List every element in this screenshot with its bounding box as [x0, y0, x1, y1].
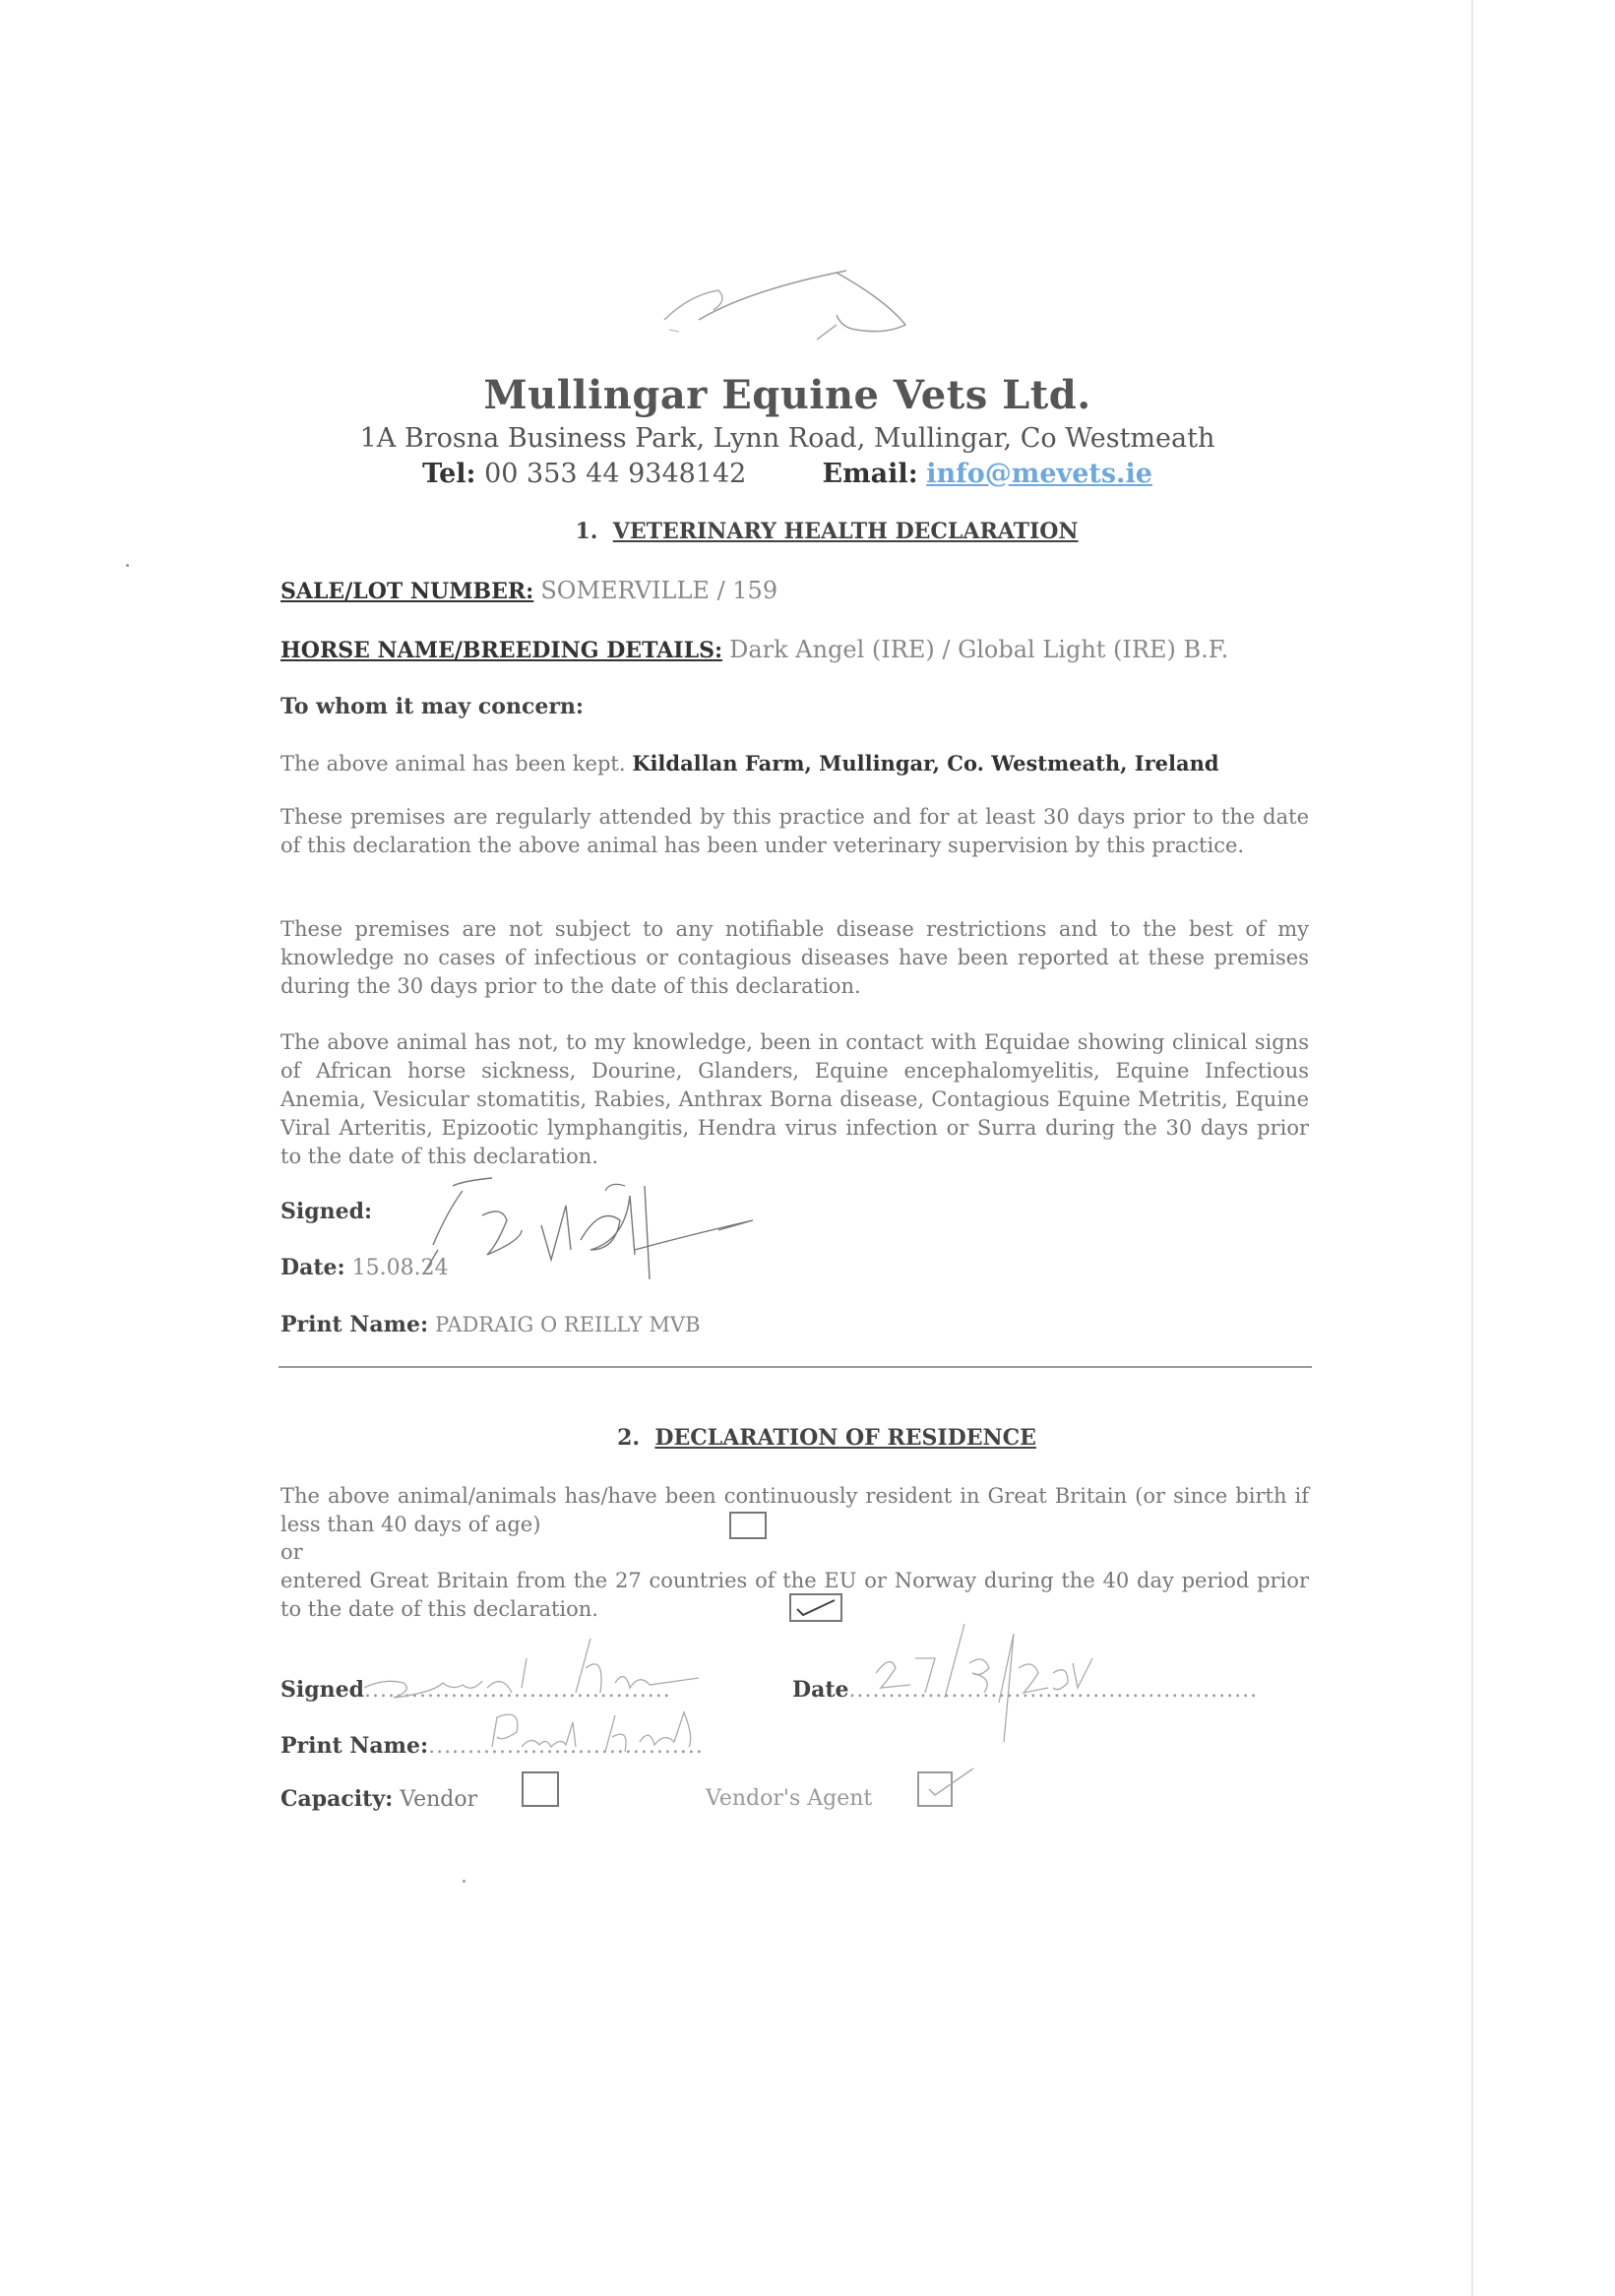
tel-label: Tel:	[422, 459, 476, 489]
vendor-agent-label: Vendor's Agent	[706, 1786, 873, 1811]
section1-print-name-label: Print Name:	[280, 1312, 429, 1337]
scan-speck	[126, 564, 129, 567]
horse-details-line	[280, 636, 1228, 663]
section1-date-value: 15.08.24	[351, 1256, 449, 1280]
scan-edge-line	[1471, 0, 1473, 2296]
sale-lot-value: SOMERVILLE / 159	[540, 577, 778, 604]
residence-option2-text: entered Great Britain from the 27 countries of the EU or Norway during the 40 day period prior to the date of this declaration.	[280, 1569, 1309, 1621]
date-handwriting-icon	[856, 1614, 1122, 1752]
residence-or: or	[280, 1540, 303, 1564]
check-mark-icon	[791, 1595, 840, 1620]
tel-value: 00 353 44 9348142	[484, 459, 747, 489]
section1-print-name-line	[280, 1312, 701, 1337]
kept-location: Kildallan Farm, Mullingar, Co. Westmeath, Ireland	[632, 751, 1219, 776]
vet-signature-icon	[394, 1166, 768, 1294]
section2-print-name-label: Print Name:	[280, 1733, 429, 1759]
capacity-label: Capacity:	[280, 1786, 394, 1812]
email-label: Email:	[822, 459, 918, 489]
kept-paragraph	[280, 749, 1309, 778]
capacity-line	[280, 1786, 477, 1812]
print-name-handwriting-icon	[453, 1698, 768, 1767]
section2-print-name-line: Print Name:...................................	[280, 1733, 704, 1759]
section2-title: DECLARATION OF RESIDENCE	[654, 1425, 1036, 1451]
scan-speck	[463, 1880, 466, 1883]
horse-details-label: HORSE NAME/BREEDING DETAILS:	[280, 638, 723, 663]
section-divider	[279, 1366, 1312, 1368]
section1-print-name-value: PADRAIG O REILLY MVB	[435, 1313, 701, 1336]
section2-date-label: Date....................................................	[792, 1677, 1259, 1703]
horse-details-value: Dark Angel (IRE) / Global Light (IRE) B.F.	[729, 636, 1229, 663]
section1-title: VETERINARY HEALTH DECLARATION	[612, 519, 1079, 544]
section2-number: 2.	[617, 1425, 641, 1451]
supervision-paragraph: These premises are regularly attended by this practice and for at least 30 days prior to the date of this declaration the above animal has been under veterinary supervision by this practice.	[280, 805, 1309, 857]
residence-option1-text: The above animal/animals has/have been continuously resident in Great Britain (or since birth if less than 40 days of age)	[280, 1484, 1309, 1536]
section2-signed-text: Signed	[280, 1677, 365, 1703]
sale-lot-label: SALE/LOT NUMBER:	[280, 579, 534, 604]
salutation: To whom it may concern:	[280, 694, 585, 719]
vendor-checkbox[interactable]	[522, 1771, 559, 1807]
company-address: 1A Brosna Business Park, Lynn Road, Mullingar, Co Westmeath	[359, 423, 1215, 454]
sale-lot-line	[280, 577, 777, 604]
section1-number: 1.	[575, 519, 598, 544]
section1-signed-label: Signed:	[280, 1199, 373, 1224]
restrictions-paragraph: These premises are not subject to any notifiable disease restrictions and to the best of my knowledge no cases of infectious or contagious diseases have been reported at these premises during the 30 days prior to the date of this declaration.	[280, 917, 1309, 998]
email-link[interactable]: info@mevets.ie	[926, 459, 1152, 489]
company-name: Mullingar Equine Vets Ltd.	[483, 372, 1091, 418]
section2-heading	[0, 1425, 1615, 1451]
residence-option1-checkbox[interactable]	[729, 1512, 767, 1539]
section1-heading	[0, 519, 1615, 544]
vendor-label: Vendor	[400, 1787, 478, 1812]
section2-signed-label: Signed.......................................	[280, 1677, 671, 1703]
section1-date-line	[280, 1255, 449, 1280]
horse-logo-icon	[659, 261, 915, 349]
company-contact	[0, 459, 1575, 489]
section1-date-label: Date:	[280, 1255, 345, 1280]
section2-date-text: Date	[792, 1677, 849, 1703]
residence-option2-checkbox[interactable]	[789, 1593, 842, 1622]
contact-paragraph: The above animal has not, to my knowledge, been in contact with Equidae showing clinical signs of African horse sickness, Dourine, Glanders, Equine encephalomyelitis, Equine Infectious Anemia, Vesicular stomatitis, Rabies, Anthrax Borna disease, Contagious Equine Metritis, Equine Viral Arteritis, Epizootic lymphangitis, Hendra virus infection or Surra during the 30 days prior to the date of this declaration.	[280, 1030, 1309, 1168]
vendor-agent-checkbox[interactable]	[917, 1771, 953, 1807]
agent-check-mark-icon	[919, 1764, 978, 1803]
residence-option1	[280, 1482, 1309, 1539]
kept-text: The above animal has been kept.	[280, 752, 626, 776]
